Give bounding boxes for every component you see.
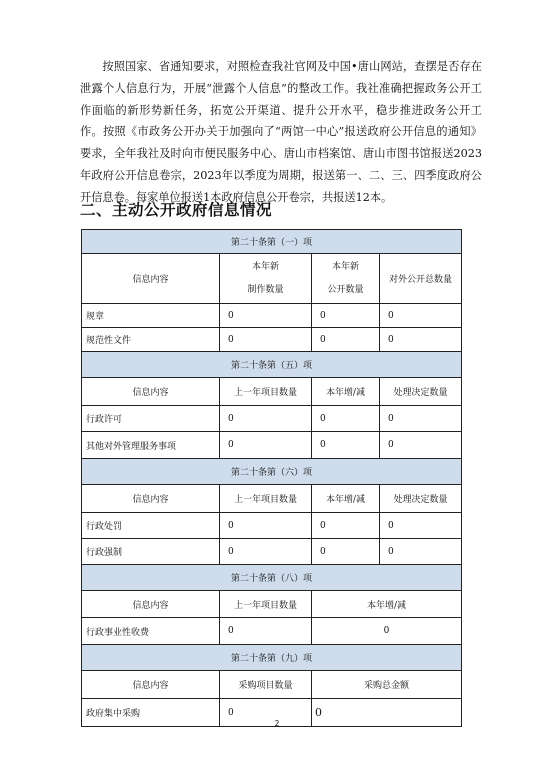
header-cell: 信息内容: [82, 378, 220, 406]
value-cell: 0: [220, 513, 312, 539]
row-label: 行政许可: [82, 406, 220, 432]
row-label: 其他对外管理服务事项: [82, 432, 220, 459]
row-label: 政府集中采购: [82, 699, 220, 727]
value-cell: 0: [312, 539, 380, 565]
value-cell: 0: [312, 699, 462, 727]
value-cell: 0: [380, 432, 462, 459]
header-cell: 本年新 公开数量: [312, 254, 380, 304]
row-label: 行政事业性收费: [82, 618, 220, 645]
value-cell: 0: [220, 699, 312, 727]
header-cell: 采购总金额: [312, 671, 462, 699]
value-cell: 0: [312, 513, 380, 539]
value-cell: 0: [312, 304, 380, 328]
header-cell: 本年增/减: [312, 378, 380, 406]
header-cell: 上一年项目数量: [220, 485, 312, 513]
value-cell: 0: [220, 618, 312, 645]
header-cell: 对外公开总数量: [380, 254, 462, 304]
value-cell: 0: [312, 406, 380, 432]
info-table: [81, 229, 462, 727]
header-cell: 本年新 制作数量: [220, 254, 312, 304]
section-title: 第二十条第（九）项: [82, 645, 462, 671]
row-label: 规范性文件: [82, 328, 220, 352]
table-row: [82, 304, 462, 328]
section-title-row: [82, 352, 462, 378]
row-label: 规章: [82, 304, 220, 328]
section-title-row: [82, 645, 462, 671]
header-row: [82, 254, 462, 304]
value-cell: 0: [380, 539, 462, 565]
section-heading: 二、主动公开政府信息情况: [80, 201, 273, 219]
table-row: [82, 406, 462, 432]
header-cell: 信息内容: [82, 591, 220, 618]
value-cell: 0: [220, 328, 312, 352]
row-label: 行政处罚: [82, 513, 220, 539]
header-cell: 处理决定数量: [380, 378, 462, 406]
table-row: [82, 328, 462, 352]
value-cell: 0: [380, 328, 462, 352]
section-title: 第二十条第（六）项: [82, 459, 462, 485]
header-row: [82, 485, 462, 513]
table-row: [82, 513, 462, 539]
header-cell: 本年增/减: [312, 485, 380, 513]
header-cell: 上一年项目数量: [220, 378, 312, 406]
value-cell: 0: [220, 406, 312, 432]
section-title: 第二十条第（八）项: [82, 565, 462, 591]
header-cell: 处理决定数量: [380, 485, 462, 513]
intro-paragraph: 按照国家、省通知要求，对照检查我社官网及中国•唐山网站，查摆是否存在泄露个人信息行为，开展“泄露个人信息”的整改工作。我社准确把握政务公开工作面临的新形势新任务，拓宽公开渠道、提升公开水平，稳步推进政务公开工作。按照《市政务公开办关于加强向了“两馆一中心”报送政府公开信息的通知》要求，全年我社及时向市便民服务中心、唐山市档案馆、唐山市图书馆报送2023年政府公开信息卷宗，2023年以季度为周期，报送第一、二、三、四季度政府公开信息卷。每家单位报送1本政府信息公开卷宗，共报送12本。: [80, 60, 482, 204]
header-cell: 信息内容: [82, 485, 220, 513]
table-row: [82, 618, 462, 645]
value-cell: 0: [220, 432, 312, 459]
value-cell: 0: [220, 539, 312, 565]
value-cell: 0: [312, 618, 462, 645]
value-cell: 0: [380, 513, 462, 539]
section-title: 第二十条第（一）项: [82, 230, 462, 254]
section-title-row: [82, 459, 462, 485]
row-label: 行政强制: [82, 539, 220, 565]
header-row: [82, 378, 462, 406]
header-cell: 上一年项目数量: [220, 591, 312, 618]
section-title-row: [82, 230, 462, 254]
section-title: 第二十条第（五）项: [82, 352, 462, 378]
header-row: [82, 591, 462, 618]
table-row: [82, 539, 462, 565]
value-cell: 0: [380, 304, 462, 328]
header-cell: 本年增/减: [312, 591, 462, 618]
header-cell: 信息内容: [82, 671, 220, 699]
header-row: [82, 671, 462, 699]
header-cell: 信息内容: [82, 254, 220, 304]
section-title-row: [82, 565, 462, 591]
table-row: [82, 432, 462, 459]
value-cell: 0: [220, 304, 312, 328]
page-number: 2: [274, 719, 280, 728]
value-cell: 0: [380, 406, 462, 432]
value-cell: 0: [312, 432, 380, 459]
value-cell: 0: [312, 328, 380, 352]
header-cell: 采购项目数量: [220, 671, 312, 699]
